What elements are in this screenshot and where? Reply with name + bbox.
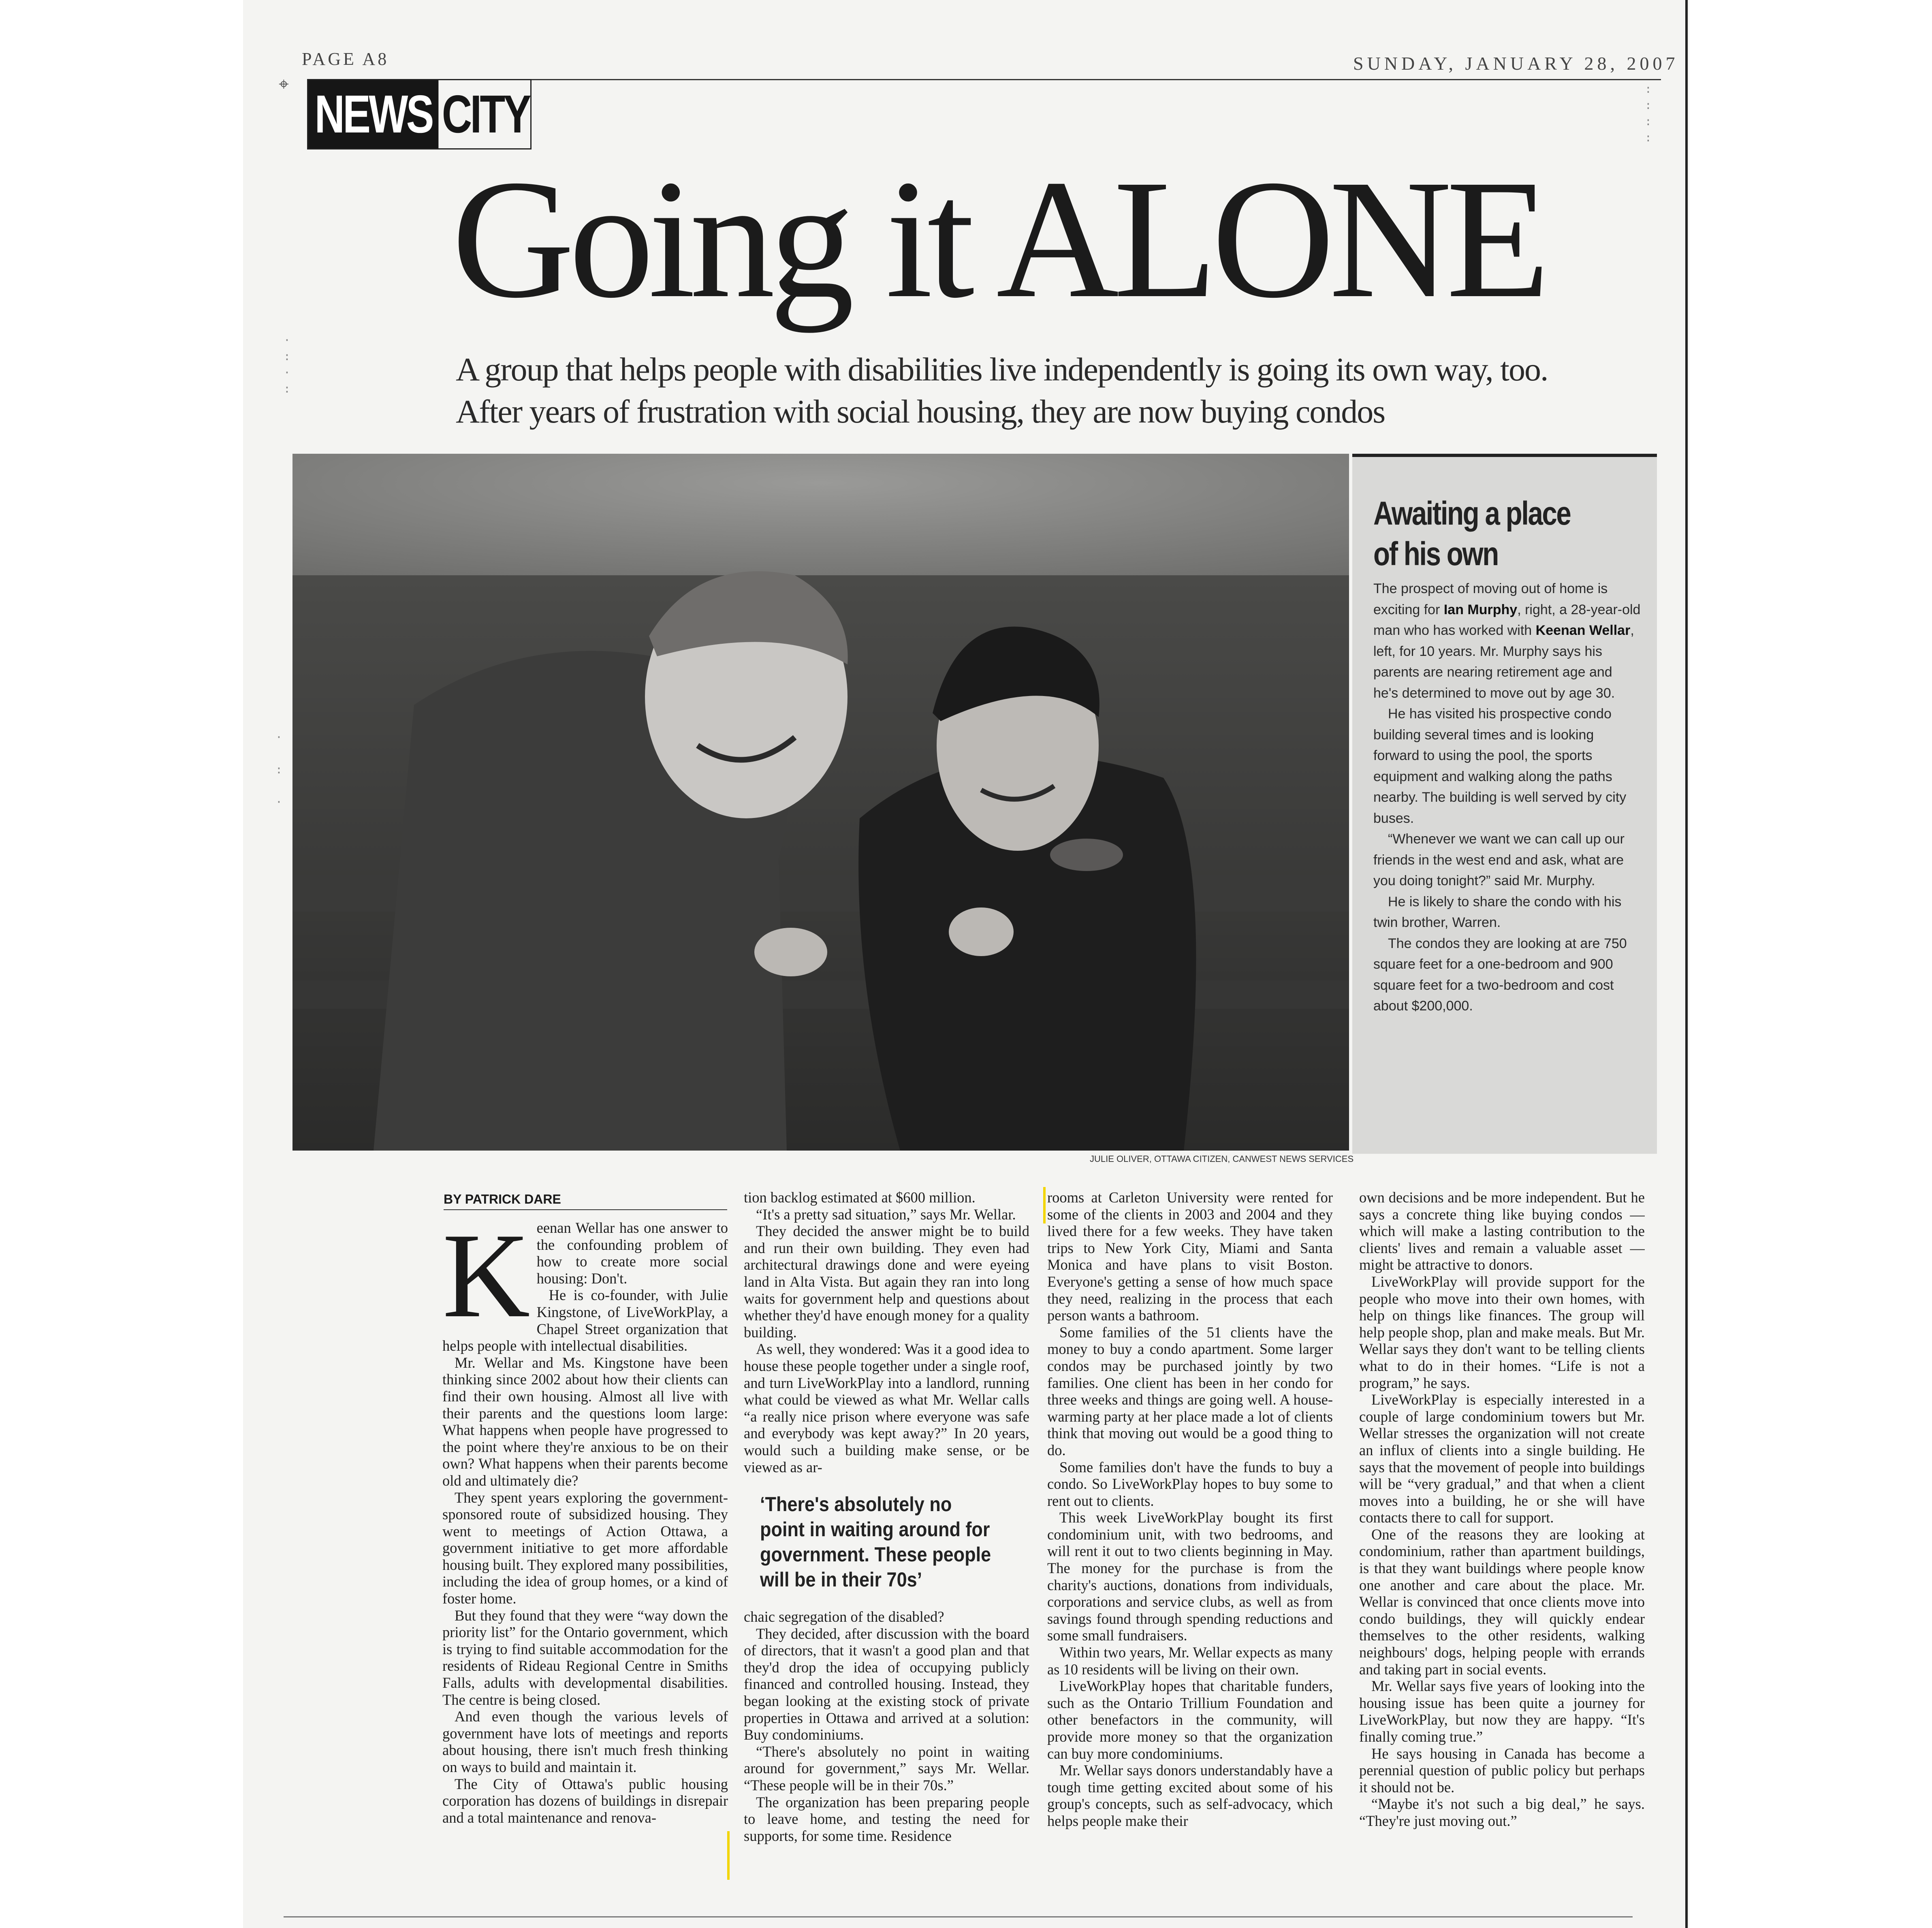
article-paragraph: Mr. Wellar and Ms. Kingstone have been thinking since 2002 about how their clients can find their own housing. Almost all live with their parents and the questions loom large: What happens when people have progressed to the point where they're anxious to be on their own? What happens when their parents become old and ultimately die? [442, 1354, 728, 1489]
page-edge-shadow [1685, 0, 1688, 1928]
article-paragraph: “It's a pretty sad situation,” says Mr. Wellar. [756, 1206, 1016, 1223]
article-paragraph: The City of Ottawa's public housing corporation has dozens of buildings in disrepair and a total maintenance and renova- [442, 1775, 728, 1826]
sidebar-text: , right, a 28-year-old man who has worked with [1373, 602, 1641, 638]
deck [456, 348, 1590, 433]
article-paragraph: They decided the answer might be to build and run their own building. They even had architectural drawings done and were eyeing land in Alta Vista. But again they ran into long waits for government help and questions about whether they'd have enough money for a quality building. [744, 1223, 1029, 1341]
article-paragraph: chaic segregation of the disabled? [744, 1608, 944, 1625]
article-column-1 [442, 1219, 728, 1868]
section-city-label: CITY [442, 84, 529, 144]
article-paragraph: The organization has been preparing people to leave home, and testing the need for supports, for some time. Residence [744, 1793, 1029, 1844]
margin-specks: · : · [275, 730, 282, 809]
bottom-rule [284, 1916, 1633, 1917]
article-column-2 [744, 1189, 1029, 1880]
highlighter-mark [1043, 1187, 1046, 1223]
sidebar-text: , left, for 10 years. Mr. Murphy says his parents are nearing retirement age and he's determined to move out by age 30. [1373, 623, 1634, 701]
article-paragraph: And even though the various levels of government have lots of meetings and reports about housing, there isn't much fresh thinking on ways to build and maintain it. [442, 1708, 728, 1775]
sidebar-paragraph: He is likely to share the condo with his twin brother, Warren. [1373, 894, 1622, 930]
registration-mark-icon: ⌖ [279, 74, 289, 94]
section-flag [307, 79, 532, 149]
sidebar-title: Awaiting a place of his own [1373, 495, 1571, 572]
sidebar-box [1352, 454, 1657, 1154]
highlighter-mark [727, 1831, 730, 1880]
photo-illustration [292, 454, 1349, 1151]
page-number: PAGE A8 [302, 49, 389, 69]
sidebar-paragraph: “Whenever we want we can call up our friends in the west end and ask, what are you doing tonight?” said Mr. Murphy. [1373, 831, 1625, 888]
article-paragraph: They spent years exploring the government-sponsored route of subsidized housing. They went to meetings of Action Ottawa, a government initiative to get more affordable housing built. They explored many possibilities, including the idea of group homes, or a kind of foster home. [442, 1489, 728, 1607]
sidebar-name-ian: Ian Murphy [1443, 602, 1518, 617]
article-paragraph: As well, they wondered: Was it a good idea to house these people together under a single roof, and turn LiveWorkPlay into a landlord, running what could be viewed as what Mr. Wellar calls “a really nice prison where everyone was safe and everybody was kept away?” In 20 years, would such a building make sense, or be viewed as ar- [744, 1341, 1029, 1475]
article-paragraph: “There's absolutely no point in waiting around for government,” says Mr. Wellar. “These people will be in their 70s.” [744, 1743, 1029, 1794]
article-paragraph: This week LiveWorkPlay bought its first condominium unit, with two bedrooms, and will rent it out to two clients beginning in May. The money for the purchase is from the charity's auctions, donations from individuals, corporations and service clubs, as well as from savings found through spending reductions and some small fundraisers. [1047, 1509, 1333, 1644]
drop-cap: K [442, 1219, 530, 1343]
sidebar-paragraph: The condos they are looking at are 750 square feet for a one-bedroom and 900 square feet for a two-bedroom and cost about $200,000. [1373, 935, 1627, 1014]
sidebar-paragraph [1373, 579, 1641, 704]
sidebar-body [1373, 579, 1641, 1017]
article-paragraph: Mr. Wellar says donors understandably have a tough time getting excited about some of his group's concepts, such as self-advocacy, which helps people make their [1047, 1762, 1333, 1829]
margin-specks: · : · : [284, 333, 290, 395]
article-paragraph: LiveWorkPlay will provide support for the people who move into their own homes, with help on things like finances. The group will help people shop, plan and make meals. But Mr. Wellar says they don't want to be telling clients what to do in their homes. “Life is not a program,” he says. [1359, 1273, 1645, 1391]
masthead-rule [527, 79, 1661, 80]
article-paragraph: “Maybe it's not such a big deal,” he says. “They're just moving out.” [1359, 1796, 1645, 1829]
margin-specks: : : : : [1645, 82, 1652, 144]
sidebar-text: The prospect of moving out of home is exciting for [1373, 581, 1608, 617]
article-column-4 [1359, 1189, 1645, 1880]
article-paragraph: own decisions and be more independent. But he says a concrete thing like buying condos — which will make a lasting contribution to the clients' lives and remain a valuable asset — might be attractive to donors. [1359, 1189, 1645, 1273]
byline: BY PATRICK DARE [444, 1192, 727, 1210]
deck-line-1: A group that helps people with disabilities live independently is going its own way, too. [456, 351, 1548, 388]
article-paragraph: He is co-founder, with Julie Kingstone, of LiveWorkPlay, a Chapel Street organization that helps people with intellectual disabilities. [442, 1287, 728, 1354]
article-paragraph: Some families of the 51 clients have the money to buy a condo apartment. Some larger condos may be purchased jointly by two families. One client has been in her condo for three weeks and things are going well. A house-warming party at her place made a lot of clients think that moving out would be a good thing to do. [1047, 1324, 1333, 1458]
article-paragraph: tion backlog estimated at $600 million. [744, 1189, 976, 1206]
article-paragraph: One of the reasons they are looking at condominium, rather than apartment buildings, is that they want buildings where people know one another and care about the place. Mr. Wellar is convinced that once clients move into condo buildings, they will quickly endear themselves to the other residents, walking neighbours' dogs, helping people with errands and taking part in social events. [1359, 1526, 1645, 1678]
article-column-3 [1047, 1189, 1333, 1880]
article-paragraph: eenan Wellar has one answer to the confounding problem of how to create more social housing: Don't. [536, 1219, 728, 1287]
article-paragraph: But they found that they were “way down the priority list” for the Ontario government, which is trying to find suitable accommodation for the residents of Rideau Regional Centre in Smiths Falls, adults with developmental disabilities. The centre is being closed. [442, 1607, 728, 1708]
article-paragraph: rooms at Carleton University were rented for some of the clients in 2003 and 2004 and they lived there for a few weeks. They have taken trips to New York City, Miami and Santa Monica and have plans to visit Boston. Everyone's getting a sense of how much space they need, realizing in the process that each person wants a bathroom. [1047, 1189, 1333, 1324]
sidebar-paragraph: He has visited his prospective condo building several times and is looking forward to using the pool, the sports equipment and walking along the paths nearby. The building is well served by city buses. [1373, 706, 1627, 826]
photo-credit: JULIE OLIVER, OTTAWA CITIZEN, CANWEST NEWS SERVICES [1090, 1154, 1354, 1164]
article-paragraph: He says housing in Canada has become a perennial question of public policy but perhaps it should not be. [1359, 1745, 1645, 1796]
article-paragraph: They decided, after discussion with the board of directors, that it wasn't a good plan and that they'd drop the idea of occupying publicly financed and controlled housing. Instead, they began looking at the existing stock of private properties in Ottawa and arrived at a solution: Buy condominiums. [744, 1625, 1029, 1743]
section-news-label: NEWS [308, 80, 438, 148]
publication-date: SUNDAY, JANUARY 28, 2007 [1353, 53, 1679, 74]
headline: Going it ALONE [452, 145, 1545, 333]
article-paragraph: Mr. Wellar says five years of looking into the housing issue has been quite a journey for LiveWorkPlay, but now they are happy. “It's finally coming true.” [1359, 1678, 1645, 1745]
article-paragraph: LiveWorkPlay is especially interested in a couple of large condominium towers but Mr. Wellar stresses the organization will not create an influx of clients into a single building. He says that the movement of people into buildings will be “very gradual,” and that when a client moves into a building, he or she will have contacts there to call for support. [1359, 1391, 1645, 1526]
pull-quote: ‘There's absolutely no point in waiting around for government. These people will be in their 70s’ [760, 1493, 991, 1591]
article-paragraph: LiveWorkPlay hopes that charitable funders, such as the Ontario Trillium Foundation and other benefactors in the community, will provide more money so that the organization can buy more condominiums. [1047, 1678, 1333, 1762]
article-paragraph: Within two years, Mr. Wellar expects as many as 10 residents will be living on their own. [1047, 1644, 1333, 1678]
deck-line-2: After years of frustration with social housing, they are now buying condos [456, 393, 1385, 430]
article-paragraph: Some families don't have the funds to buy a condo. So LiveWorkPlay hopes to buy some to rent out to clients. [1047, 1458, 1333, 1509]
sidebar-name-keenan: Keenan Wellar [1535, 623, 1631, 638]
lead-photo [292, 454, 1349, 1151]
